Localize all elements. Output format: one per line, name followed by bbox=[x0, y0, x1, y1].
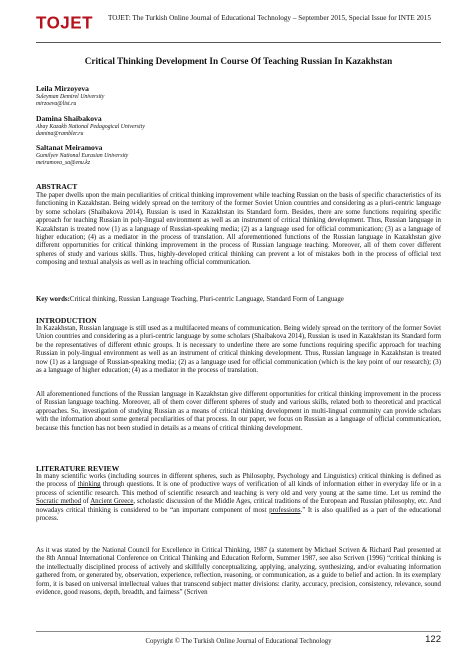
author-affiliation: Suleyman Demirel University bbox=[36, 94, 105, 100]
page-number: 122 bbox=[425, 634, 441, 645]
footer-copyright: Copyright © The Turkish Online Journal of Educational Technology bbox=[145, 638, 332, 645]
author-name: Leila Mirzoyeva bbox=[36, 84, 89, 93]
introduction-paragraph: In Kazakhstan, Russian language is still used as a multifaceted means of communication. Being widely spread on the territory of the former Soviet Union countries and considering as a pluri-centric language by some scholars (Shaibakova 2014), Russian is used in Kazakhstan its Standard form be the representatives of different ethnic groups. It is necessary to underline there are some functions requiring specific approach for teaching Russian in poly-lingual environment as well as an instrument of critical thinking development. Thus, Russian language in Kazakhstan is treated now (1) as a language of Russian-speaking media; (2) as a language used for official communication (which is the key point of our research); (3) as a language of higher education; (4) as a mediator in the process of translation. bbox=[36, 325, 441, 375]
author-name: Saltanat Meiramova bbox=[36, 143, 103, 152]
keywords-text: Critical thinking, Russian Language Teaching, Pluri-centric Language, Standard Form of Language bbox=[69, 296, 344, 303]
header-divider bbox=[36, 42, 441, 43]
author-email: meiramova_sa@enu.kz bbox=[36, 160, 91, 166]
socratic-method-link[interactable]: Socratic method bbox=[36, 498, 82, 506]
professions-link[interactable]: professions bbox=[269, 506, 301, 514]
literature-paragraph: As it was stated by the National Council for Excellence in Critical Thinking, 1987 (a statement by Michael Scriven & Richard Paul presented at the 8th Annual International Conference on Critical Thinking and Education Reform, Summer 1987, see also Scriven (1996) “critical thinking is the intellectually disciplined process of actively and skillfully conceptualizing, applying, analyzing, synthesizing, and/or evaluating information gathered from, or generated by, observation, experience, reflection, reasoning, or communication, as a guide to belief and action. In its exemplary form, it is based on universal intellectual values that transcend subject matter divisions: clarity, accuracy, precision, consistency, relevance, sound evidence, good reasons, depth, breadth, and fairness” (Scriven bbox=[36, 547, 441, 597]
keywords-label: Key words: bbox=[36, 296, 70, 303]
literature-paragraph: In many scientific works (including sources in different spheres, such as Philosophy, Psychology and Linguistics) critical thinking is defined as the process of thinking through questions. It is one of productive ways of verification of all kinds of information either in everyday life or in a process of scientific research. This method of scientific research and teaching is very old and very young at the same time. Let us remind the Socratic method of Ancient Greece, scholastic discussion of the Middle Ages, critical traditions of the European and Russian philosophy, etc. And nowadays critical thinking is considered to be “an important component of most professions.” It is also qualified as a part of the educational process. bbox=[36, 473, 441, 523]
introduction-heading: INTRODUCTION bbox=[36, 316, 97, 325]
author-affiliation: Abay Kazakh National Pedagogical University bbox=[36, 124, 145, 130]
journal-header-text: TOJET: The Turkish Online Journal of Educational Technology – September 2015, Special Issue for INTE 2015 bbox=[108, 14, 431, 22]
author-email: mirzoeva@list.ru bbox=[36, 101, 77, 107]
author-email: damina@rambler.ru bbox=[36, 131, 84, 137]
author-block bbox=[36, 114, 441, 138]
thinking-link[interactable]: thinking bbox=[77, 481, 101, 489]
literature-review-heading: LITERATURE REVIEW bbox=[36, 464, 120, 473]
author-block bbox=[36, 143, 441, 167]
page-header bbox=[36, 12, 441, 42]
paper-title: Critical Thinking Development In Course Of Teaching Russian In Kazakhstan bbox=[84, 56, 393, 66]
introduction-paragraph: All aforementioned functions of the Russian language in Kazakhstan give different opportunities for critical thinking improvement in the process of Russian language teaching. Moreover, all of them cover different spheres of study and various skills, related both to theoretical and practical approaches. So, investigation of studying Russian as a means of critical thinking development in multi-lingual community can provide scholars with the information about some general peculiarities of that process. In our paper, we focus on Russian as a language of official communication, because this function has not been studied in details as a means of critical thinking development. bbox=[36, 391, 441, 432]
author-block bbox=[36, 84, 441, 108]
author-affiliation: Gumilyev National Eurasian University bbox=[36, 153, 129, 159]
ancient-greece-link[interactable]: Ancient Greece bbox=[90, 498, 134, 506]
footer-divider bbox=[36, 631, 441, 632]
abstract-heading: ABSTRACT bbox=[36, 182, 78, 191]
author-name: Damina Shaibakova bbox=[36, 114, 102, 123]
abstract-text: The paper dwells upon the main peculiarities of critical thinking improvement while teaching Russian on the basis of specific characteristics of its functioning in Kazakhstan. Being widely spread on the territory of the former Soviet Union countries and considering as a pluri-centric language by some scholars (Shaibakova 2014), Russian is used in Kazakhstan its Standard form. Besides, there are some functions requiring specific approach for teaching Russian in poly-lingual environment as well as an instrument of critical thinking development. Thus, Russian language in Kazakhstan is treated now (1) as a language of Russian-speaking media; (2) as a language used for official communication; (3) as a language of higher education; (4) as a mediator in the process of translation. All aforementioned functions of the Russian language in Kazakhstan give different opportunities for critical thinking improvement in the process of Russian language teaching. Moreover, all of them cover different spheres of study and various skills. Thus, highly-developed critical thinking can prevent a lot of mistakes both in the process of official text composing and textual analysis as well as in teaching official communication. bbox=[36, 192, 441, 267]
journal-logo: TOJET bbox=[36, 12, 93, 33]
keywords-line bbox=[36, 296, 441, 304]
